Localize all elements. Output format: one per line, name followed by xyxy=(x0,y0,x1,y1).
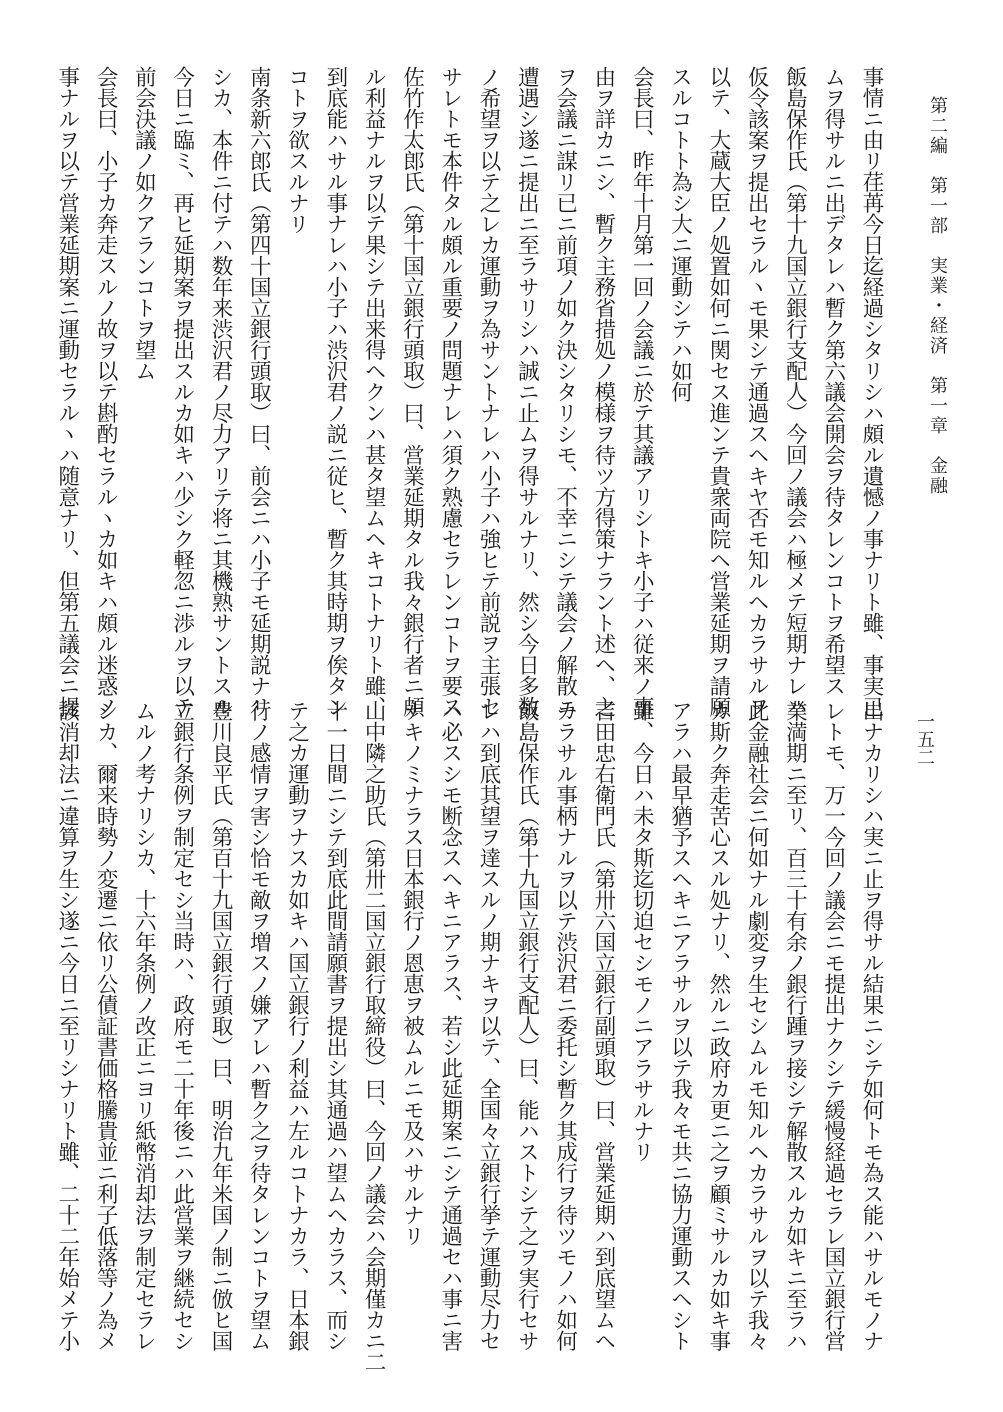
text-line: 山中隣之助氏（第卅二国立銀行取締役）曰、今回ノ議会ハ会期僅カニ二 xyxy=(361,700,387,1372)
text-line: 豊川良平氏（第百十九国立銀行頭取）曰、明治九年米国ノ制ニ倣ヒ国 xyxy=(207,700,233,1351)
text-line: テ之カ運動ヲナスカ如キハ国立銀行ノ利益ハ左ルコトナカラ、日本銀 xyxy=(284,700,310,1351)
text-line: 到底能ハサル事ナレハ小子ハ渋沢君ノ説ニ従ヒ、暫ク其時期ヲ俟タン xyxy=(322,66,348,717)
text-line: 出ナカリシハ実ニ止ヲ得サル結果ニシテ如何トモ為ス能ハサルモノナ xyxy=(859,700,884,1351)
text-line: ハ必スシモ断念スヘキニアラス、若シ此延期案ニシテ通過セハ事ニ害 xyxy=(437,700,463,1351)
text-line: ムヲ得サルニ出デタレハ暫ク第六議会開会ヲ待タレンコトヲ希望ス xyxy=(820,66,846,696)
text-line: ル利益ナルヲ以テ果シテ出来得ヘクンハ甚タ望ムヘキコトナリト雖、 xyxy=(361,66,387,717)
text-line: 此金融社会ニ何如ナル劇変ヲ生セシムルモ知ルヘカラサルヲ以テ我々 xyxy=(744,700,770,1351)
text-line: 飯島保作氏（第十九国立銀行支配人）曰、能ハストシテ之ヲ実行セサ xyxy=(514,700,540,1351)
text-line: 飯島保作氏（第十九国立銀行支配人）今回ノ議会ハ極メテ短期ナレハ xyxy=(782,66,808,717)
text-line: 佐竹作太郎氏（第十国立銀行頭取）曰、営業延期タル我々銀行者ニ頗 xyxy=(399,66,425,717)
text-line: レトモ、万一今回ノ議会ニモ提出ナクシテ緩慢経過セラレ国立銀行営 xyxy=(820,700,846,1351)
text-line: シカ、爾来時勢ノ変遷ニ依リ公債証書価格騰貴並ニ利子低落等ノ為メ xyxy=(93,700,119,1351)
text-line: レハ到底其望ヲ達スルノ期ナキヲ以テ、全国々立銀行挙テ運動尽力セ xyxy=(476,700,502,1351)
text-line: 由ヲ詳カニシ、暫ク主務省措処ノ模様ヲ待ツ方得策ナラント述ヘ、之 xyxy=(590,66,616,717)
text-line: ムルノ考ナリシカ、十六年条例ノ改正ニヨリ紙幣消却法ヲ制定セラレ xyxy=(131,700,157,1351)
text-line: 十一日間ニシテ到底此間請願書ヲ提出シ其通過ハ望ムヘカラス、而シ xyxy=(322,700,348,1351)
text-line: 仮令該案ヲ提出セラルヽモ果シテ通過スヘキヤ否モ知ルヘカラサルヲ xyxy=(744,66,770,717)
text-line: 事ナルヲ以テ営業延期案ニ運動セラルヽハ随意ナリ、但第五議会ニ提 xyxy=(54,66,80,717)
running-header: 第二編 第一部 実業・経済 第一章 金融 xyxy=(927,96,948,496)
text-line: 雖、今日ハ未タ斯迄切迫セシモノニアラサルナリ xyxy=(629,700,655,1162)
text-line: 事情ニ由リ荏苒今日迄経過シタリシハ頗ル遺憾ノ事ナリト雖、事実已 xyxy=(859,66,884,717)
text-line: シカ、本件ニ付テハ数年来渋沢君ノ尽力アリテ将ニ其機熟サントスル xyxy=(207,66,233,717)
text-line: 行ノ感情ヲ害シ恰モ敵ヲ増スノ嫌アレハ暫ク之ヲ待タレンコトヲ望ム xyxy=(246,700,272,1351)
text-line: 南条新六郎氏（第四十国立銀行頭取）曰、前会ニハ小子モ延期説ナリ xyxy=(246,66,272,717)
text-line: 以テ、大蔵大臣ノ処置如何ニ関セス進ンテ貴衆両院ヘ営業延期ヲ請願 xyxy=(705,66,731,717)
text-line: 会長曰、小子カ奔走スルノ故ヲ以テ斟酌セラルヽカ如キハ頗ル迷惑ノ xyxy=(93,66,119,717)
text-line: 会長曰、昨年十月第一回ノ会議ニ於テ其議アリシトキ小子ハ従来ノ事 xyxy=(629,66,655,717)
text-line: アラハ最早猶予スヘキニアラサルヲ以テ我々モ共ニ協力運動スヘシト xyxy=(667,700,693,1351)
page-number: 一五二 xyxy=(914,712,935,766)
text-line: 立銀行条例ヲ制定セシ当時ハ、政府モ二十年後ニハ此営業ヲ継続セシ xyxy=(169,700,195,1351)
text-line: サレトモ本件タル頗ル重要ノ問題ナレハ須ク熟慮セラレンコトヲ要ス xyxy=(437,66,463,717)
text-line: 今日ニ臨ミ、再ヒ延期案ヲ提出スルカ如キハ少シク軽忽ニ渉ルヲ以テ xyxy=(169,66,195,717)
text-line: 該消却法ニ違算ヲ生シ遂ニ今日ニ至リシナリト雖、二十二年始メテ小 xyxy=(54,700,80,1351)
text-line: スルコトト為シ大ニ運動シテハ如何 xyxy=(667,66,693,402)
text-line: ノ希望ヲ以テ之レカ運動ヲ為サントナレハ小子ハ強ヒテ前説ヲ主張セ xyxy=(476,66,502,717)
text-line: ナキノミナラス日本銀行ノ恩恵ヲ被ムルニモ及ハサルナリ xyxy=(399,700,425,1246)
text-line: 吉田忠右衛門氏（第卅六国立銀行副頭取）曰、営業延期ハ到底望ムヘ xyxy=(590,700,616,1351)
text-line: 前会決議ノ如クアランコトヲ望ム xyxy=(131,66,157,381)
text-line: カ斯ク奔走苦心スル処ナリ、然ルニ政府カ更ニ之ヲ顧ミサルカ如キ事 xyxy=(705,700,731,1351)
text-line: ヲ会議ニ謀リ已ニ前項ノ如ク決シタリシモ、不幸ニシテ議会ノ解散ニ xyxy=(552,66,578,717)
text-line: カラサル事柄ナルヲ以テ渋沢君ニ委托シ暫ク其成行ヲ待ツモノハ如何 xyxy=(552,700,578,1351)
bottom-text-block xyxy=(54,700,890,1372)
text-line: 遭遇シ遂ニ提出ニ至ラサリシハ誠ニ止ムヲ得サルナリ、然シ今日多数 xyxy=(514,66,540,717)
text-line: 業満期ニ至リ、百三十有余ノ銀行踵ヲ接シテ解散スルカ如キニ至ラハ xyxy=(782,700,808,1351)
text-line: コトヲ欲スルナリ xyxy=(284,66,310,234)
top-text-block xyxy=(54,66,890,717)
